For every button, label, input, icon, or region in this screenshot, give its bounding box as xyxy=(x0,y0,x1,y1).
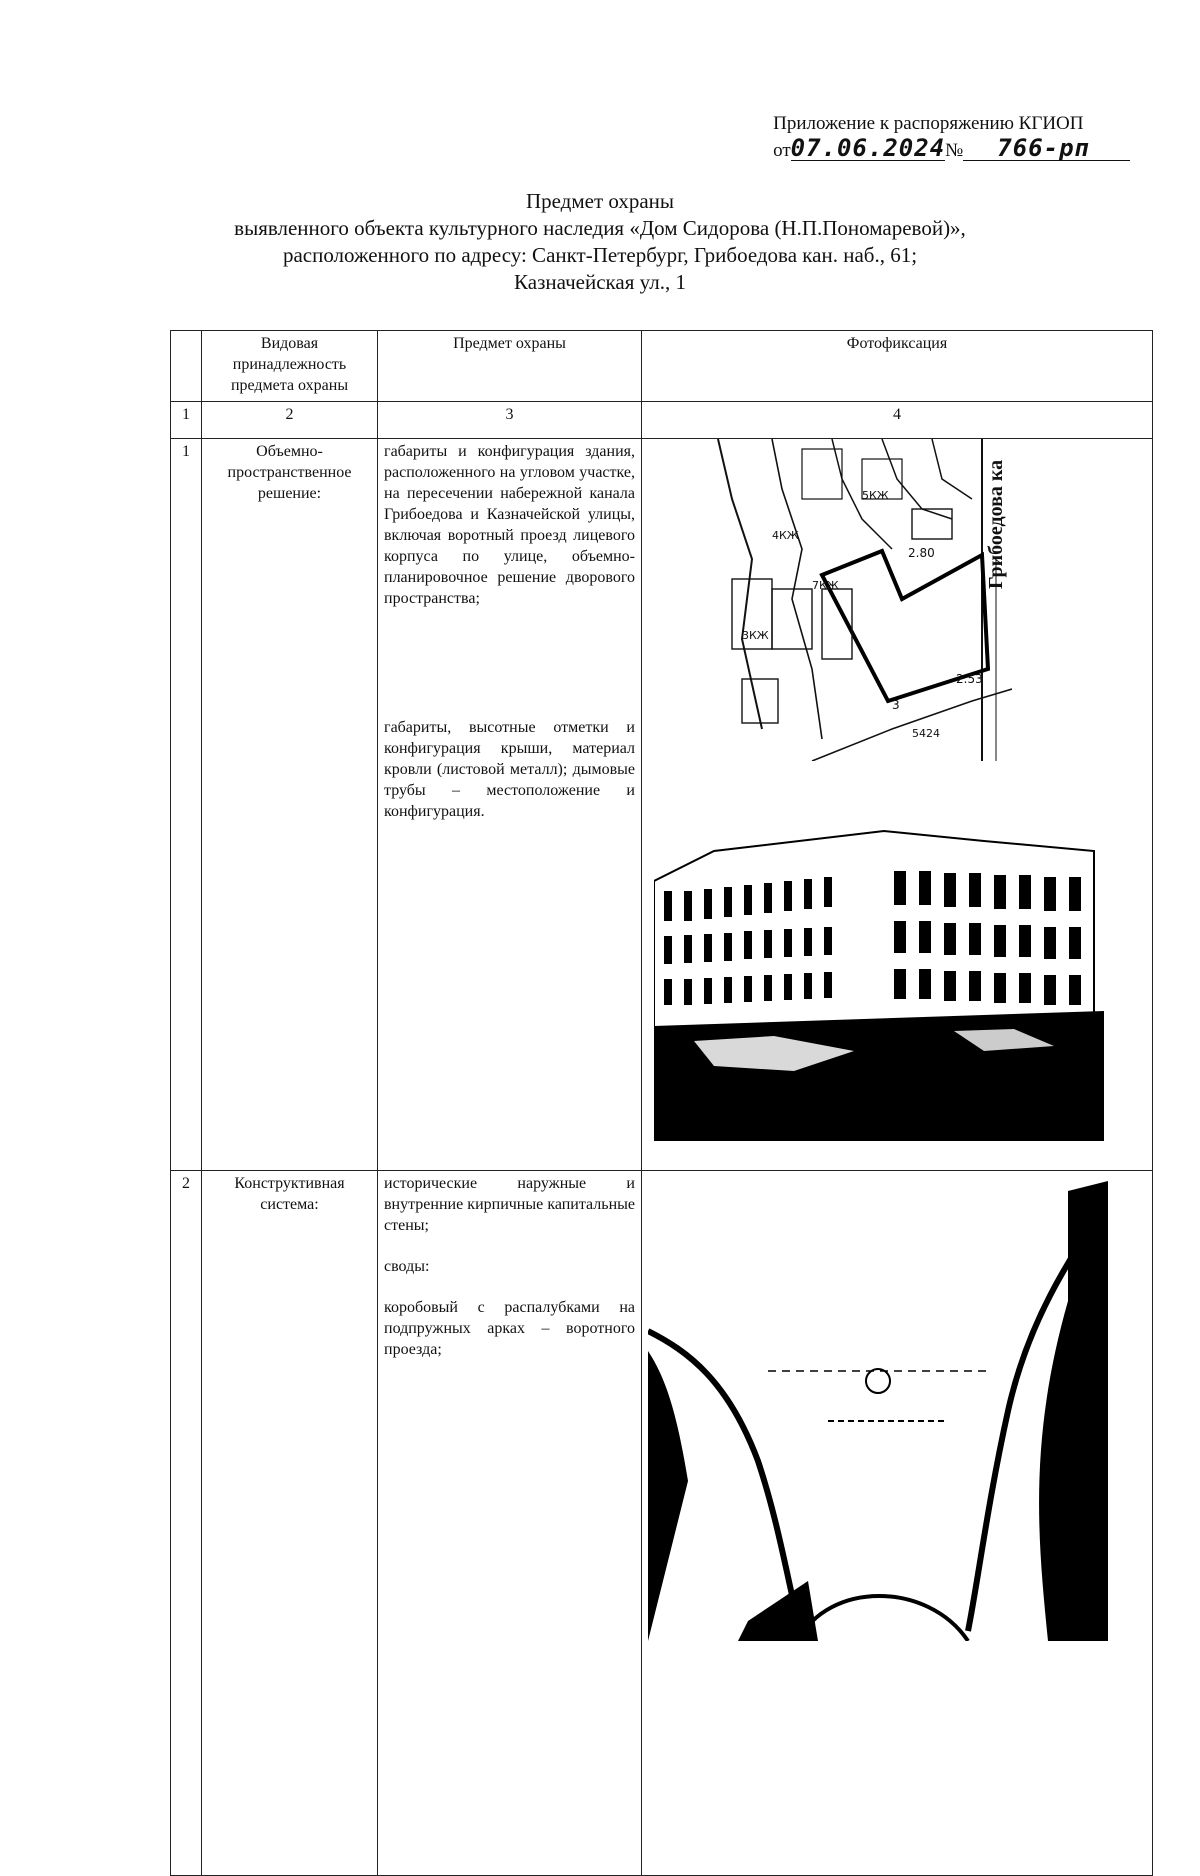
item-text: коробовый с распалубками на подпружных арках – воротного проезда; xyxy=(384,1299,635,1358)
row-type: Конструктивная система: xyxy=(202,1171,378,1876)
item-text: габариты, высотные отметки и конфигурация крыши, материал кровли (листовой металл); дымовые трубы – местоположение и конфигурация. xyxy=(384,719,635,820)
protection-table xyxy=(170,330,1153,1876)
row-items xyxy=(378,439,642,1171)
title-line-3: расположенного по адресу: Санкт-Петербург, Грибоедова кан. наб., 61; xyxy=(282,243,918,267)
appendix-number: 766-рп xyxy=(963,136,1130,161)
document-title xyxy=(0,188,1200,296)
table-row xyxy=(171,1171,1153,1876)
column-number: 2 xyxy=(202,402,378,439)
item-text: габариты и конфигурация здания, расположенного на угловом участке, на пересечении набережной канала Грибоедова и Казначейской улицы, включая воротный проезд лицевого корпуса по улице, объемно-планировочное решение дворового пространства; xyxy=(384,443,635,607)
column-number: 4 xyxy=(642,402,1153,439)
site-plan-image xyxy=(712,439,1012,761)
title-line-1: Предмет охраны xyxy=(525,189,675,213)
row-number: 2 xyxy=(171,1171,202,1876)
column-number: 3 xyxy=(378,402,642,439)
appendix-title: Приложение к распоряжению КГИОП xyxy=(773,113,1084,134)
header-cell-index xyxy=(171,331,202,402)
title-line-2: выявленного объекта культурного наследия «Дом Сидорова (Н.П.Пономаревой)», xyxy=(234,216,966,240)
map-label: 5424 xyxy=(912,727,940,740)
table-header-row xyxy=(171,331,1153,402)
vault-photo xyxy=(648,1181,1108,1641)
map-canal-label: Грибоедова ка xyxy=(985,459,1007,589)
map-label: 5КЖ xyxy=(862,489,889,502)
row-items xyxy=(378,1171,642,1876)
item-text: своды: xyxy=(384,1258,430,1275)
building-photo xyxy=(654,811,1104,1141)
header-cell-subject: Предмет охраны xyxy=(378,331,642,402)
appendix-from-label: от xyxy=(773,140,791,161)
photo-cell xyxy=(642,1171,1153,1876)
photo-cell xyxy=(642,439,1153,1171)
item-text: исторические наружные и внутренние кирпичные капитальные стены; xyxy=(384,1175,635,1234)
map-label: 7КЖ xyxy=(812,579,839,592)
appendix-block xyxy=(773,112,1130,164)
row-type: Объемно-пространственное решение: xyxy=(202,439,378,1171)
map-label: 3 xyxy=(892,698,900,712)
header-cell-photo: Фотофиксация xyxy=(642,331,1153,402)
table-row xyxy=(171,439,1153,1171)
appendix-date-number xyxy=(773,136,1130,164)
row-number: 1 xyxy=(171,439,202,1171)
column-number: 1 xyxy=(171,402,202,439)
title-line-4: Казначейская ул., 1 xyxy=(514,270,686,294)
appendix-date: 07.06.2024 xyxy=(790,134,946,162)
header-cell-type: Видовая принадлежность предмета охраны xyxy=(202,331,378,402)
map-label: 2.80 xyxy=(908,546,935,560)
map-label: 4КЖ xyxy=(772,529,799,542)
appendix-no-sign: № xyxy=(945,140,964,161)
map-label: 2.53 xyxy=(956,672,983,686)
map-label: 3КЖ xyxy=(742,629,769,642)
column-numbers-row xyxy=(171,402,1153,439)
